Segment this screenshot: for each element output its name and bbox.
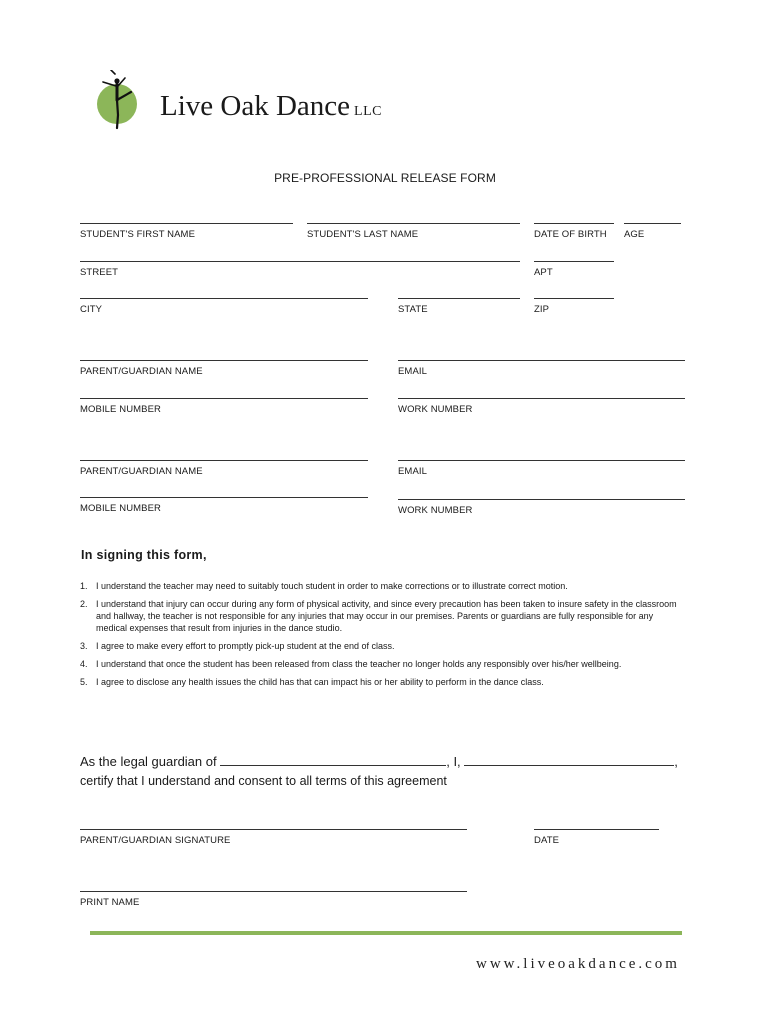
dancer-logo-icon [95, 70, 139, 130]
term-text: I understand that once the student has been released from class the teacher no longer holds any responsibly over his/her wellbeing. [96, 659, 622, 669]
zip-field[interactable] [534, 298, 614, 315]
first-name-field[interactable] [80, 223, 293, 240]
cert-part3: , [674, 754, 678, 769]
term-number: 1. [80, 581, 88, 591]
street-label: STREET [80, 267, 119, 278]
signature-field[interactable] [80, 829, 467, 846]
last-name-field[interactable] [307, 223, 520, 240]
apt-field[interactable] [534, 261, 614, 278]
age-label: AGE [624, 229, 645, 240]
guardian-name-blank[interactable] [464, 753, 674, 766]
guardian1-work-label: WORK NUMBER [398, 404, 473, 415]
term-text: I understand the teacher may need to suitably touch student in order to make corrections or to illustrate correct motion. [96, 581, 568, 591]
term-number: 5. [80, 677, 88, 687]
term-item [80, 580, 680, 592]
term-item [80, 598, 680, 634]
form-title: PRE-PROFESSIONAL RELEASE FORM [274, 171, 496, 185]
print-name-label: PRINT NAME [80, 897, 140, 908]
cert-part1: As the legal guardian of [80, 754, 221, 769]
guardian2-mobile-label: MOBILE NUMBER [80, 503, 162, 514]
guardian1-mobile-field[interactable] [80, 398, 368, 415]
term-item [80, 640, 680, 652]
guardian2-work-label: WORK NUMBER [398, 505, 473, 516]
term-text: I agree to disclose any health issues the child has that can impact his or her ability to perform in the dance class. [96, 677, 544, 687]
brand-suffix: LLC [354, 104, 382, 119]
state-label: STATE [398, 304, 428, 315]
first-name-label: STUDENT'S FIRST NAME [80, 229, 196, 240]
term-text: I agree to make every effort to promptly pick-up student at the end of class. [96, 641, 395, 651]
website-url: www.liveoakdance.com [476, 956, 680, 972]
guardian2-email-field[interactable] [398, 460, 685, 477]
city-field[interactable] [80, 298, 368, 315]
brand-name [160, 90, 382, 123]
guardian2-email-label: EMAIL [398, 466, 428, 477]
signature-label: PARENT/GUARDIAN SIGNATURE [80, 835, 231, 846]
guardian1-email-field[interactable] [398, 360, 685, 377]
street-field[interactable] [80, 261, 520, 278]
guardian2-mobile-field[interactable] [80, 497, 368, 514]
certification-line [80, 753, 678, 769]
guardian1-name-field[interactable] [80, 360, 368, 377]
date-label: DATE [534, 835, 560, 846]
dob-field[interactable] [534, 223, 614, 240]
guardian2-name-label: PARENT/GUARDIAN NAME [80, 466, 203, 477]
student-name-blank[interactable] [220, 753, 446, 766]
guardian1-name-label: PARENT/GUARDIAN NAME [80, 366, 203, 377]
last-name-label: STUDENT'S LAST NAME [307, 229, 419, 240]
term-number: 2. [80, 599, 88, 609]
city-label: CITY [80, 304, 103, 315]
dob-label: DATE OF BIRTH [534, 229, 607, 240]
age-field[interactable] [624, 223, 681, 240]
terms-list [80, 580, 680, 694]
term-item [80, 676, 680, 688]
state-field[interactable] [398, 298, 520, 315]
brand-title: Live Oak Dance [160, 90, 351, 122]
guardian1-work-field[interactable] [398, 398, 685, 415]
guardian2-name-field[interactable] [80, 460, 368, 477]
date-field[interactable] [534, 829, 659, 846]
guardian2-work-field[interactable] [398, 499, 685, 516]
guardian1-email-label: EMAIL [398, 366, 428, 377]
certification-statement: certify that I understand and consent to all terms of this agreement [80, 774, 447, 788]
cert-part2: , I, [446, 754, 465, 769]
term-text: I understand that injury can occur during any form of physical activity, and since every precaution has been taken to insure safety in the classroom and hallway, the teacher is not responsible for any injuries that may occur in our premises. Parents or guardians are fully responsible for any medical expenses that result from injuries in the dance studio. [96, 599, 677, 633]
term-item [80, 658, 680, 670]
terms-intro: In signing this form, [81, 548, 207, 562]
guardian1-mobile-label: MOBILE NUMBER [80, 404, 162, 415]
term-number: 4. [80, 659, 88, 669]
zip-label: ZIP [534, 304, 550, 315]
print-name-field[interactable] [80, 891, 467, 908]
apt-label: APT [534, 267, 553, 278]
term-number: 3. [80, 641, 88, 651]
footer-divider [90, 931, 682, 935]
